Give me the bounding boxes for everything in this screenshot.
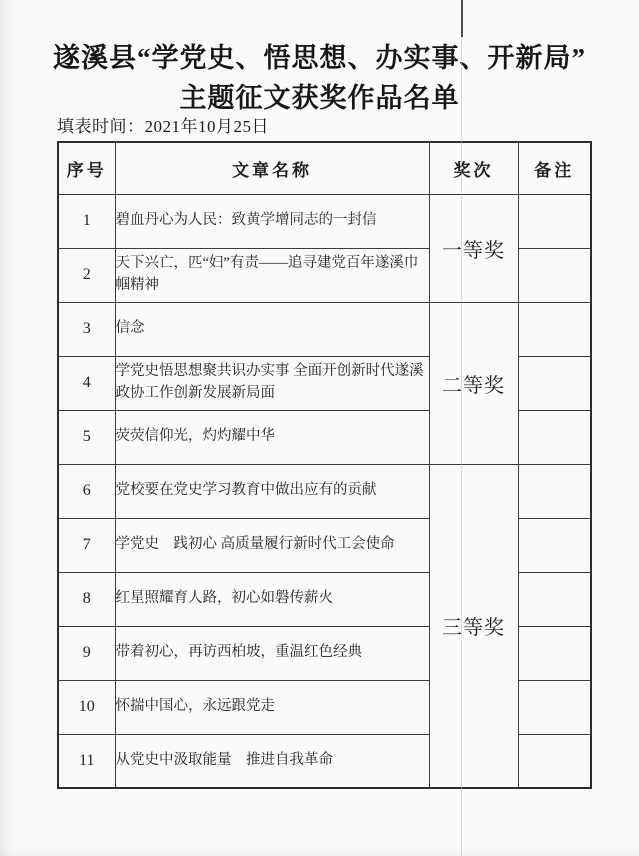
award-rank-cell: 三等奖 [429, 464, 518, 788]
header-remarks: 备注 [518, 142, 591, 194]
essay-title-cell: 荧荧信仰光，灼灼耀中华 [115, 410, 429, 464]
document-title [0, 38, 639, 118]
awards-table-body [58, 194, 591, 788]
row-serial-number: 10 [58, 680, 115, 734]
scan-edge-shadow-left [0, 0, 14, 856]
scan-edge-shadow-bottom [0, 846, 639, 856]
row-serial-number: 11 [58, 734, 115, 788]
remark-cell [518, 680, 591, 734]
essay-title-cell: 碧血丹心为人民：致黄学增同志的一封信 [115, 194, 429, 248]
essay-title-cell: 天下兴亡，匹“妇”有责——追寻建党百年遂溪巾帼精神 [115, 248, 429, 302]
remark-cell [518, 626, 591, 680]
row-serial-number: 1 [58, 194, 115, 248]
remark-cell [518, 572, 591, 626]
header-row [58, 142, 591, 194]
table-row [58, 464, 591, 518]
row-serial-number: 4 [58, 356, 115, 410]
document-title-line1: 遂溪县“学党史、悟思想、办实事、开新局” [53, 43, 586, 73]
document-title-line2: 主题征文获奖作品名单 [179, 83, 460, 113]
row-serial-number: 6 [58, 464, 115, 518]
table-row [58, 302, 591, 356]
essay-title-cell: 党校要在党史学习教育中做出应有的贡献 [115, 464, 429, 518]
remark-cell [518, 518, 591, 572]
remark-cell [518, 248, 591, 302]
remark-cell [518, 410, 591, 464]
essay-title-cell: 学党史 践初心 高质量履行新时代工会使命 [115, 518, 429, 572]
row-serial-number: 5 [58, 410, 115, 464]
row-serial-number: 8 [58, 572, 115, 626]
award-rank-cell: 二等奖 [429, 302, 518, 464]
essay-title-cell: 红星照耀育人路，初心如磐传薪火 [115, 572, 429, 626]
remark-cell [518, 194, 591, 248]
essay-title-cell: 信念 [115, 302, 429, 356]
essay-title-cell: 怀揣中国心，永远跟党走 [115, 680, 429, 734]
remark-cell [518, 356, 591, 410]
award-rank-cell: 一等奖 [429, 194, 518, 302]
remark-cell [518, 302, 591, 356]
remark-cell [518, 734, 591, 788]
essay-title-cell: 学党史悟思想聚共识办实事 全面开创新时代遂溪政协工作创新发展新局面 [115, 356, 429, 410]
table-row [58, 194, 591, 248]
row-serial-number: 7 [58, 518, 115, 572]
row-serial-number: 2 [58, 248, 115, 302]
header-essay-title: 文章名称 [115, 142, 429, 194]
essay-title-cell: 带着初心，再访西柏坡，重温红色经典 [115, 626, 429, 680]
fill-date: 填表时间：2021年10月25日 [57, 117, 269, 136]
awards-table [57, 141, 592, 789]
scan-artifact-dark-line [461, 0, 463, 37]
essay-title-cell: 从党史中汲取能量 推进自我革命 [115, 734, 429, 788]
remark-cell [518, 464, 591, 518]
awards-table-header [58, 142, 591, 194]
header-serial-number: 序号 [58, 142, 115, 194]
row-serial-number: 9 [58, 626, 115, 680]
header-award-rank: 奖次 [429, 142, 518, 194]
row-serial-number: 3 [58, 302, 115, 356]
